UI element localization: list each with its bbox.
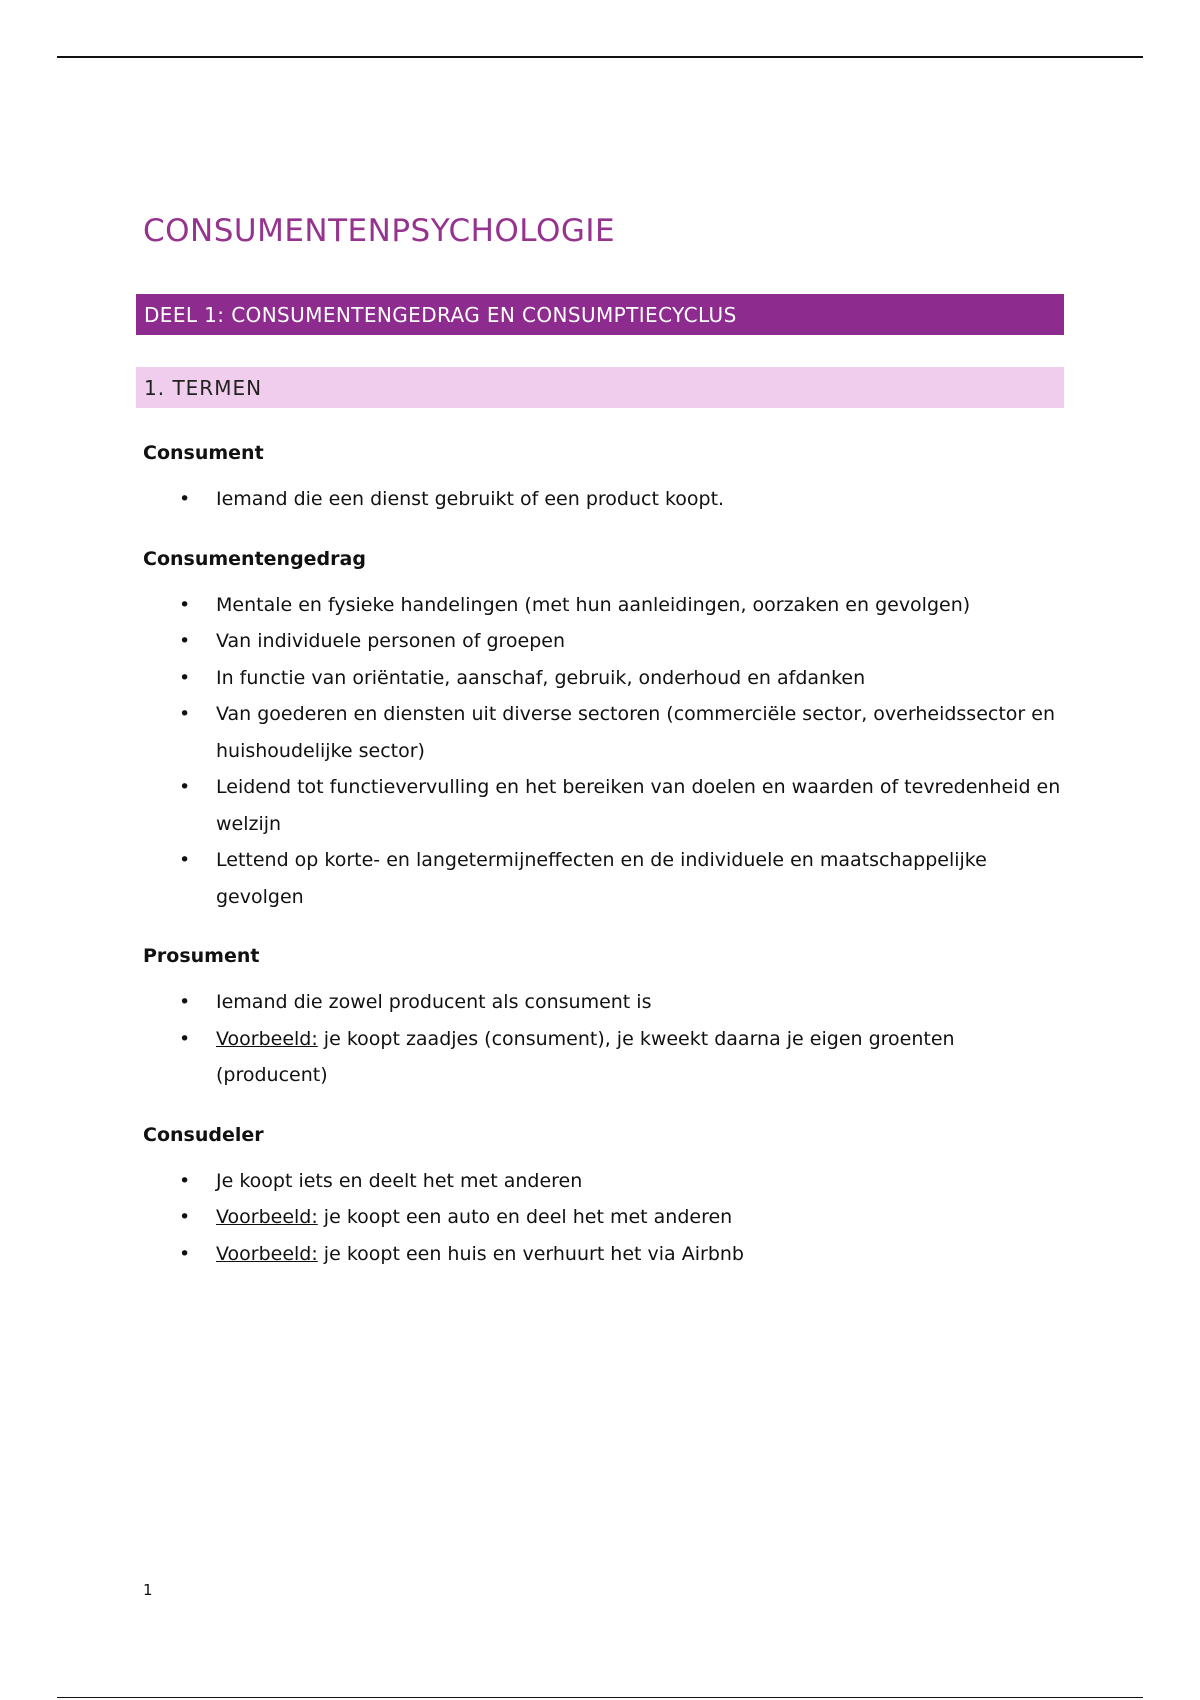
bullet-icon: •	[179, 630, 191, 652]
bullet-icon: •	[179, 991, 191, 1013]
header-rule	[57, 56, 1143, 58]
term-title: Consudeler	[143, 1123, 264, 1146]
example-label: Voorbeeld:	[216, 1206, 318, 1228]
term-consudeler	[143, 1122, 1063, 1273]
bullet-icon: •	[179, 703, 191, 725]
list-item: • Iemand die zowel producent als consument is	[143, 984, 1063, 1021]
bullet-list	[143, 984, 1063, 1094]
list-item: • Voorbeeld: je koopt zaadjes (consument), je kweekt daarna je eigen groenten (producent)	[143, 1021, 1063, 1094]
term-consument	[143, 440, 1063, 518]
bullet-list	[143, 1163, 1063, 1273]
list-item: • In functie van oriëntatie, aanschaf, gebruik, onderhoud en afdanken	[143, 660, 1063, 697]
page-number: 1	[143, 1581, 153, 1599]
bullet-icon: •	[179, 1206, 191, 1228]
footer-rule	[57, 1697, 1143, 1698]
term-title: Prosument	[143, 945, 260, 967]
bullet-icon: •	[179, 666, 191, 689]
bullet-icon: •	[179, 849, 191, 871]
document-title: CONSUMENTENPSYCHOLOGIE	[143, 213, 616, 249]
bullet-icon: •	[179, 488, 191, 510]
term-title: Consument	[143, 442, 264, 464]
term-title: Consumentengedrag	[143, 547, 366, 570]
bullet-icon: •	[179, 593, 191, 616]
bullet-list	[143, 587, 1063, 916]
term-consumentengedrag	[143, 546, 1063, 916]
part-heading: DEEL 1: CONSUMENTENGEDRAG EN CONSUMPTIECYCLUS	[136, 294, 1064, 335]
list-item: • Lettend op korte- en langetermijneffecten en de individuele en maatschappelijke gevolgen	[143, 842, 1063, 915]
list-item: • Iemand die een dienst gebruikt of een product koopt.	[143, 481, 1063, 518]
terms-content	[143, 440, 1063, 1300]
list-item: • Je koopt iets en deelt het met anderen	[143, 1163, 1063, 1200]
bullet-icon: •	[179, 1242, 191, 1265]
bullet-icon: •	[179, 1027, 191, 1050]
list-item: • Voorbeeld: je koopt een huis en verhuurt het via Airbnb	[143, 1236, 1063, 1273]
list-item: • Van goederen en diensten uit diverse sectoren (commerciële sector, overheidssector en huishoudelijke sector)	[143, 696, 1063, 769]
list-item: • Voorbeeld: je koopt een auto en deel het met anderen	[143, 1199, 1063, 1236]
example-label: Voorbeeld:	[216, 1027, 318, 1050]
bullet-list	[143, 481, 1063, 518]
list-item: • Leidend tot functievervulling en het bereiken van doelen en waarden of tevredenheid en welzijn	[143, 769, 1063, 842]
section-heading: 1. TERMEN	[136, 367, 1064, 408]
bullet-icon: •	[179, 776, 191, 798]
list-item: • Mentale en fysieke handelingen (met hun aanleidingen, oorzaken en gevolgen)	[143, 587, 1063, 624]
list-item: • Van individuele personen of groepen	[143, 623, 1063, 660]
example-label: Voorbeeld:	[216, 1242, 318, 1265]
bullet-icon: •	[179, 1169, 191, 1192]
term-prosument	[143, 943, 1063, 1094]
